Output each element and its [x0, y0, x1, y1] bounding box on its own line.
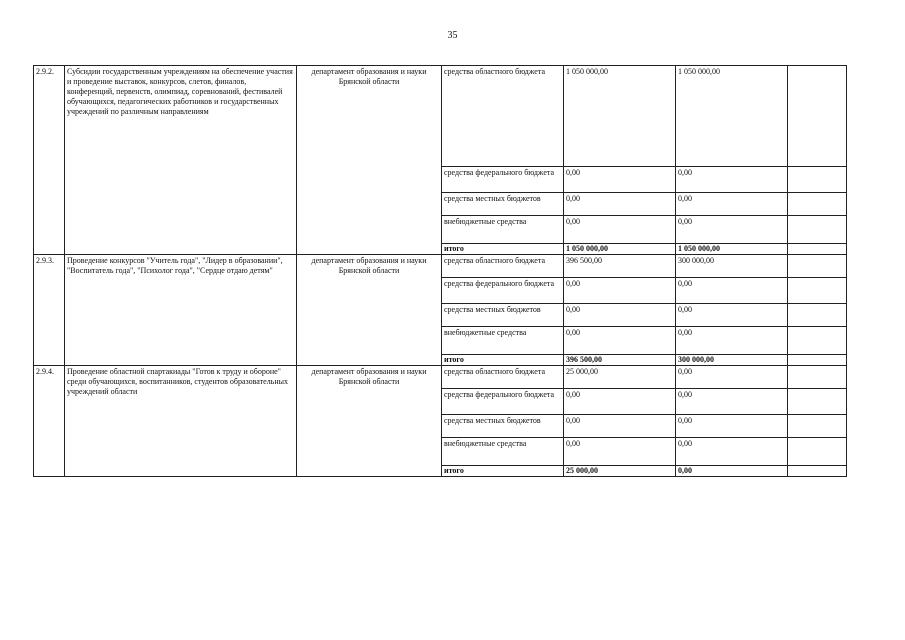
source-label: средства федерального бюджета	[442, 389, 564, 415]
amount-cell	[788, 193, 847, 216]
amount-cell	[788, 278, 847, 304]
amount-cell: 0,00	[676, 193, 788, 216]
amount-cell	[788, 216, 847, 244]
amount-cell: 0,00	[564, 304, 676, 327]
amount-cell: 0,00	[564, 216, 676, 244]
amount-cell	[788, 466, 847, 477]
source-label: внебюджетные средства	[442, 438, 564, 466]
source-label: внебюджетные средства	[442, 216, 564, 244]
amount-cell	[788, 327, 847, 355]
amount-cell: 396 500,00	[564, 255, 676, 278]
source-label: средства местных бюджетов	[442, 304, 564, 327]
source-label: средства федерального бюджета	[442, 278, 564, 304]
amount-cell: 0,00	[564, 193, 676, 216]
amount-cell: 0,00	[676, 278, 788, 304]
amount-cell: 0,00	[564, 438, 676, 466]
source-label: средства областного бюджета	[442, 255, 564, 278]
amount-cell: 0,00	[676, 304, 788, 327]
total-amount: 1 050 000,00	[676, 244, 788, 255]
amount-cell: 0,00	[676, 389, 788, 415]
amount-cell: 0,00	[564, 389, 676, 415]
amount-cell	[788, 304, 847, 327]
item-number: 2.9.2.	[34, 66, 65, 255]
total-amount: 1 050 000,00	[564, 244, 676, 255]
source-label: внебюджетные средства	[442, 327, 564, 355]
amount-cell	[788, 389, 847, 415]
amount-cell: 0,00	[676, 216, 788, 244]
item-description: Проведение конкурсов "Учитель года", "Лидер в образовании", "Воспитатель года", "Психолог года", "Сердце отдаю детям"	[65, 255, 297, 366]
amount-cell: 0,00	[564, 278, 676, 304]
amount-cell	[788, 438, 847, 466]
amount-cell: 1 050 000,00	[564, 66, 676, 167]
page-number: 35	[447, 30, 458, 41]
amount-cell	[788, 355, 847, 366]
total-amount: 0,00	[676, 466, 788, 477]
amount-cell: 1 050 000,00	[676, 66, 788, 167]
item-number: 2.9.3.	[34, 255, 65, 366]
source-label: средства местных бюджетов	[442, 193, 564, 216]
total-label: итого	[442, 466, 564, 477]
amount-cell: 300 000,00	[676, 255, 788, 278]
total-label: итого	[442, 244, 564, 255]
amount-cell: 0,00	[676, 327, 788, 355]
amount-cell	[788, 255, 847, 278]
table-row	[34, 366, 847, 389]
amount-cell	[788, 167, 847, 193]
total-label: итого	[442, 355, 564, 366]
item-description: Проведение областной спартакиады "Готов к труду и обороне" среди обучающихся, воспитанников, студентов образовательных учреждений области	[65, 366, 297, 477]
source-label: средства областного бюджета	[442, 366, 564, 389]
item-responsible: департамент образования и науки Брянской области	[297, 366, 442, 477]
total-amount: 300 000,00	[676, 355, 788, 366]
source-label: средства местных бюджетов	[442, 415, 564, 438]
item-responsible: департамент образования и науки Брянской области	[297, 255, 442, 366]
total-amount: 396 500,00	[564, 355, 676, 366]
source-label: средства федерального бюджета	[442, 167, 564, 193]
amount-cell: 0,00	[564, 167, 676, 193]
amount-cell: 0,00	[676, 167, 788, 193]
amount-cell	[788, 415, 847, 438]
amount-cell: 0,00	[564, 415, 676, 438]
amount-cell: 0,00	[676, 438, 788, 466]
amount-cell	[788, 366, 847, 389]
amount-cell	[788, 244, 847, 255]
item-responsible: департамент образования и науки Брянской области	[297, 66, 442, 255]
amount-cell: 0,00	[564, 327, 676, 355]
amount-cell	[788, 66, 847, 167]
table-row	[34, 66, 847, 167]
amount-cell: 0,00	[676, 415, 788, 438]
item-description: Субсидии государственным учреждениям на обеспечение участия и проведение выставок, конкурсов, слетов, финалов, конференций, первенств, олимпиад, соревнований, фестивалей обучающихся, педагогических работников и государственных учреждений по различным направлениям	[65, 66, 297, 255]
budget-table	[33, 65, 847, 477]
item-number: 2.9.4.	[34, 366, 65, 477]
total-amount: 25 000,00	[564, 466, 676, 477]
amount-cell: 25 000,00	[564, 366, 676, 389]
source-label: средства областного бюджета	[442, 66, 564, 167]
amount-cell: 0,00	[676, 366, 788, 389]
table-row	[34, 255, 847, 278]
